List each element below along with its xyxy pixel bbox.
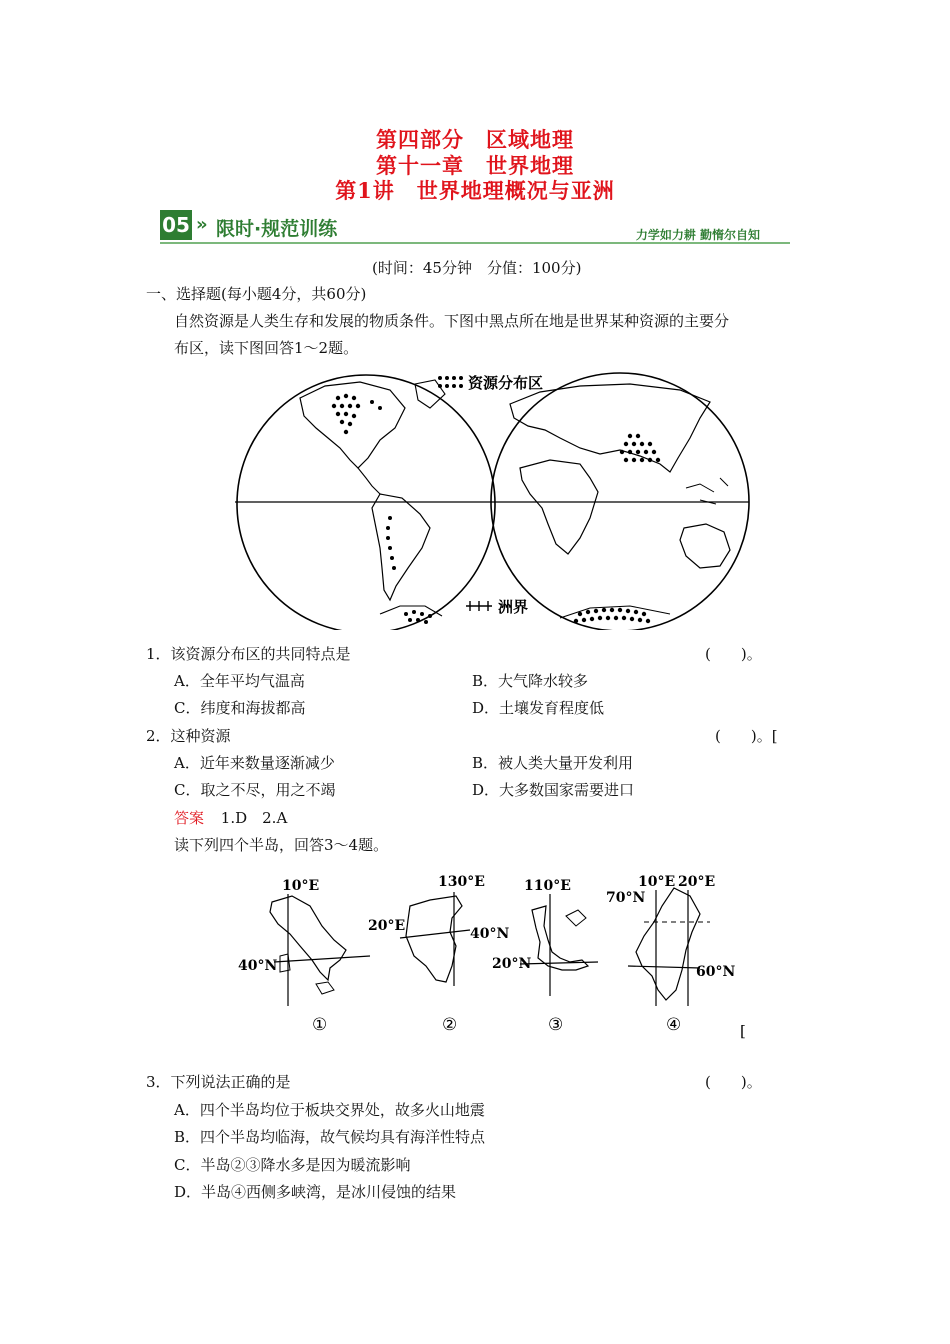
intro-line-2: 布区，读下图回答1～2题。	[174, 339, 359, 357]
section-header: 一、选择题(每小题4分，共60分)	[146, 285, 367, 303]
legend-boundary-swatch	[466, 601, 492, 611]
peninsula-2-korea	[368, 874, 509, 1035]
q3-answer-slot: ( )。	[705, 1073, 762, 1091]
intro-line-1: 自然资源是人类生存和发展的物质条件。下图中黑点所在地是世界某种资源的主要分	[174, 312, 730, 330]
q2-stem: 2．这种资源	[146, 727, 231, 745]
lesson-title: 第1讲 世界地理概况与亚洲	[335, 178, 615, 203]
q2-option-c: C．取之不尽，用之不竭	[174, 781, 336, 799]
q1-option-a: A．全年平均气温高	[174, 672, 305, 690]
svg-text:110°E: 110°E	[524, 878, 571, 894]
world-resource-map	[230, 368, 760, 630]
north-america-outline	[300, 382, 405, 468]
svg-text:60°N: 60°N	[696, 964, 736, 980]
legend-resource-swatch	[438, 376, 463, 388]
q1-option-d: D．土壤发育程度低	[472, 699, 605, 717]
peninsula-4-scandinavia	[606, 874, 735, 1035]
svg-text:40°N: 40°N	[238, 958, 278, 974]
banner-label: 限时·规范训练	[216, 218, 338, 240]
chevron-right-icon: »	[196, 214, 208, 235]
q3-option-c: C．半岛②③降水多是因为暖流影响	[174, 1156, 411, 1174]
answer-line	[174, 808, 287, 828]
legend-resource-label: 资源分布区	[468, 374, 544, 392]
svg-text:④: ④	[666, 1015, 682, 1035]
banner-rule	[160, 242, 790, 244]
answer-value: 1.D 2.A	[220, 809, 288, 827]
q3-option-b: B．四个半岛均临海，故气候均具有海洋性特点	[174, 1128, 486, 1146]
svg-text:③: ③	[548, 1015, 564, 1035]
svg-text:20°E: 20°E	[368, 918, 406, 934]
q2-answer-slot: ( )。[	[715, 727, 778, 745]
resource-dots-asia	[620, 434, 660, 462]
q1-answer-slot: ( )。	[705, 645, 762, 663]
peninsula-3	[492, 878, 598, 1035]
banner-motto: 力学如力耕 勤惰尔自知	[635, 228, 760, 242]
svg-text:70°N: 70°N	[606, 890, 646, 906]
part-title: 第四部分 区域地理	[376, 127, 574, 152]
q2-option-d: D．大多数国家需要进口	[472, 781, 635, 799]
australia-outline	[680, 524, 730, 568]
q2-option-b: B．被人类大量开发利用	[472, 754, 634, 772]
svg-text:[: [	[740, 1022, 746, 1040]
africa-outline	[520, 460, 598, 554]
intro-2: 读下列四个半岛，回答3～4题。	[174, 836, 389, 854]
resource-dots-south-america	[386, 516, 396, 570]
answer-label: 答案	[174, 809, 205, 827]
eurasia-outline	[510, 384, 710, 472]
q1-stem: 1．该资源分布区的共同特点是	[146, 645, 351, 663]
svg-text:20°E: 20°E	[678, 874, 716, 890]
banner-badge: 05	[160, 210, 192, 240]
q3-option-a: A．四个半岛均位于板块交界处，故多火山地震	[174, 1101, 485, 1119]
svg-text:130°E: 130°E	[438, 874, 485, 890]
q3-stem: 3．下列说法正确的是	[146, 1073, 291, 1091]
svg-text:40°N: 40°N	[470, 926, 510, 942]
svg-text:①: ①	[312, 1015, 328, 1035]
svg-text:10°E: 10°E	[282, 878, 320, 894]
section-banner	[160, 210, 790, 244]
q2-option-a: A．近年来数量逐渐减少	[174, 754, 335, 772]
legend-boundary-label: 洲界	[498, 598, 529, 616]
chapter-title: 第十一章 世界地理	[376, 153, 574, 178]
q1-option-c: C．纬度和海拔都高	[174, 699, 306, 717]
q3-option-d: D．半岛④西侧多峡湾，是冰川侵蚀的结果	[174, 1183, 457, 1201]
peninsula-1-italy	[238, 878, 370, 1035]
svg-text:20°N: 20°N	[492, 956, 532, 972]
time-line: (时间：45分钟 分值：100分)	[372, 259, 582, 277]
q1-option-b: B．大气降水较多	[472, 672, 589, 690]
south-america-outline	[372, 494, 430, 600]
svg-text:10°E: 10°E	[638, 874, 676, 890]
peninsula-maps	[230, 866, 760, 1056]
svg-text:②: ②	[442, 1015, 458, 1035]
resource-dots-north-america	[332, 394, 382, 434]
